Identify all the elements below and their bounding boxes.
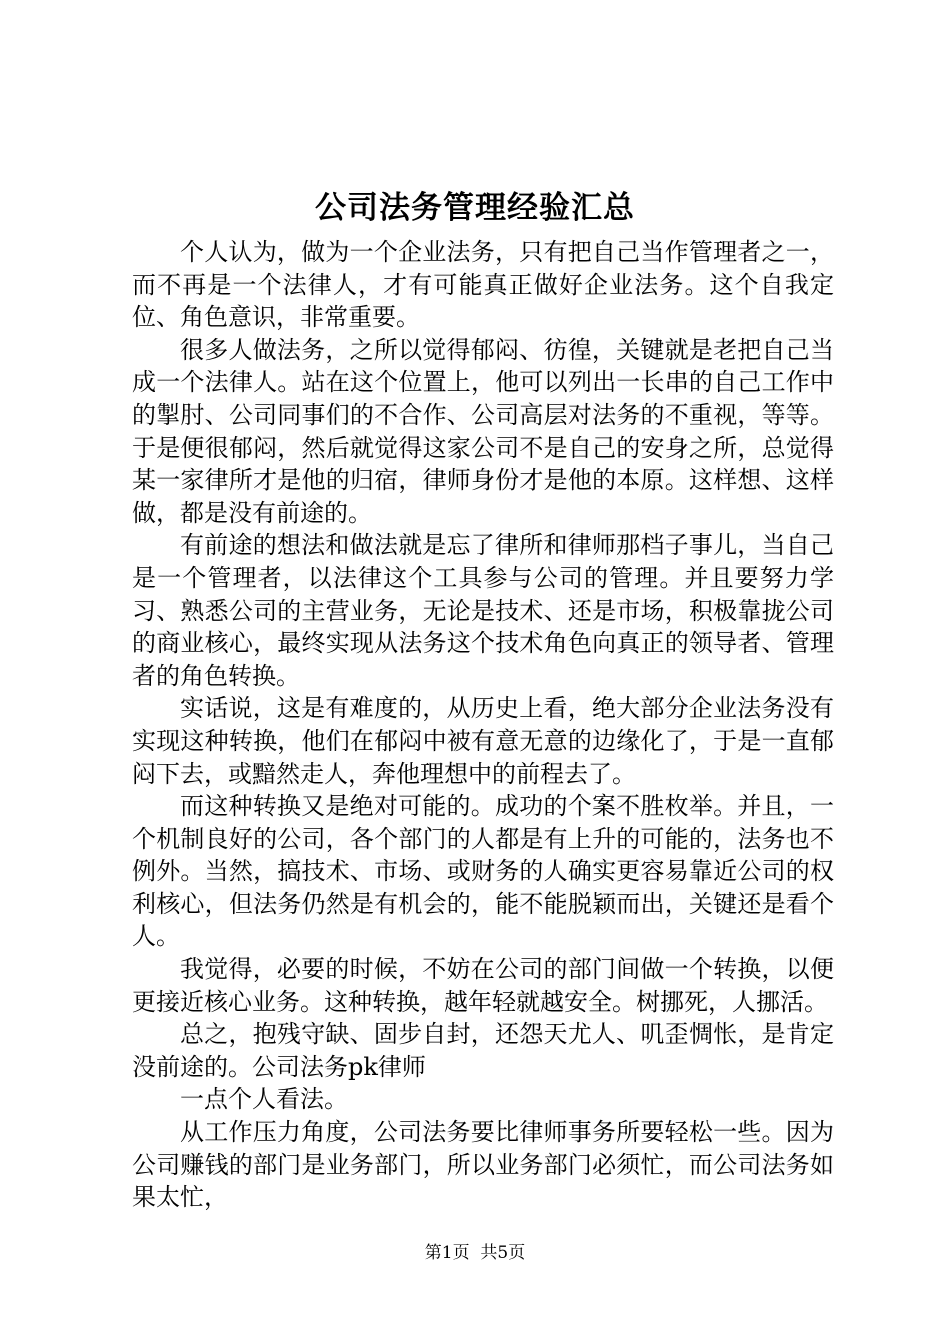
paragraph: 实话说，这是有难度的，从历史上看，绝大部分企业法务没有实现这种转换，他们在郁闷中被有意无意的边缘化了，于是一直郁闷下去，或黯然走人，奔他理想中的前程去了。 (132, 694, 834, 788)
page-number-label: 第1页 共5页 (424, 1243, 526, 1263)
paragraph: 个人认为，做为一个企业法务，只有把自己当作管理者之一，而不再是一个法律人，才有可能真正做好企业法务。这个自我定位、角色意识，非常重要。 (132, 238, 834, 332)
page-footer (0, 1242, 950, 1264)
paragraph: 很多人做法务，之所以觉得郁闷、彷徨，关键就是老把自己当成一个法律人。站在这个位置上，他可以列出一长串的自己工作中的掣肘、公司同事们的不合作、公司高层对法务的不重视，等等。于是便很郁闷，然后就觉得这家公司不是自己的安身之所，总觉得某一家律所才是他的归宿，律师身份才是他的本原。这样想、这样做，都是没有前途的。 (132, 335, 834, 527)
document-title: 公司法务管理经验汇总 (315, 190, 635, 226)
paragraph: 而这种转换又是绝对可能的。成功的个案不胜枚举。并且，一个机制良好的公司，各个部门的人都是有上升的可能的，法务也不例外。当然，搞技术、市场、或财务的人确实更容易靠近公司的权利核心，但法务仍然是有机会的，能不能脱颖而出，关键还是看个人。 (132, 792, 834, 951)
paragraph: 从工作压力角度，公司法务要比律师事务所要轻松一些。因为公司赚钱的部门是业务部门，所以业务部门必须忙，而公司法务如果太忙， (132, 1118, 834, 1212)
paragraph: 一点个人看法。 (180, 1085, 348, 1114)
paragraph: 总之，抱残守缺、固步自封，还怨天尤人、叽歪惆怅，是肯定没前途的。公司法务pk律师 (132, 1020, 834, 1081)
document-body (132, 236, 834, 1214)
paragraph: 我觉得，必要的时候，不妨在公司的部门间做一个转换，以便更接近核心业务。这种转换，越年轻就越安全。树挪死，人挪活。 (132, 955, 834, 1016)
paragraph: 有前途的想法和做法就是忘了律所和律师那档子事儿，当自己是一个管理者，以法律这个工具参与公司的管理。并且要努力学习、熟悉公司的主营业务，无论是技术、还是市场，积极靠拢公司的商业核心，最终实现从法务这个技术角色向真正的领导者、管理者的角色转换。 (132, 531, 834, 690)
